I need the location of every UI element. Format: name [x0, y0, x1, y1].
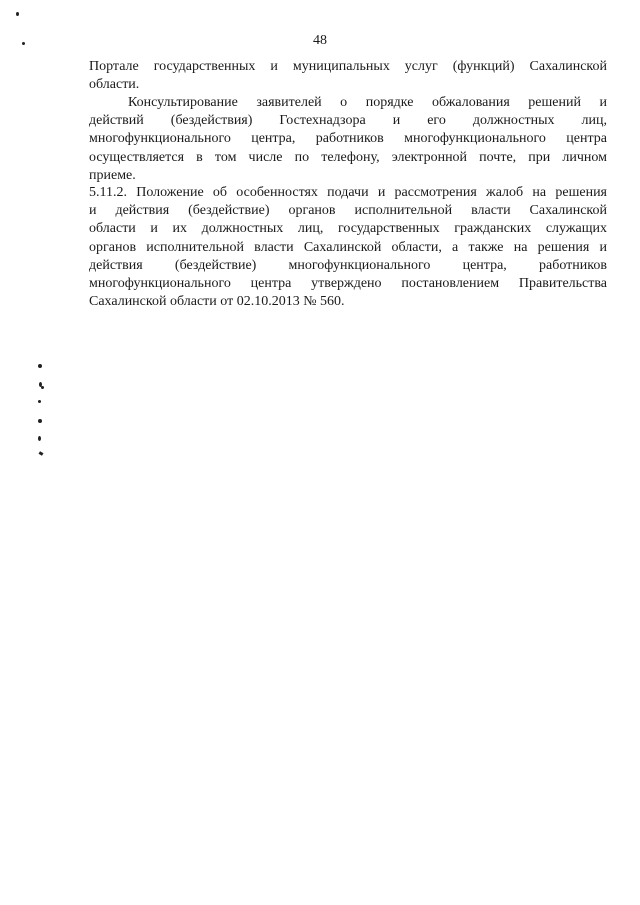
scan-speck: [38, 419, 42, 423]
scan-speck: [39, 451, 44, 456]
paragraph-section-5-11-2: [89, 184, 607, 311]
paragraph-consultation: [89, 94, 607, 185]
scan-speck: [38, 436, 41, 441]
text-line: Сахалинской области от 02.10.2013 № 560.: [89, 294, 345, 310]
text-line: многофункционального центра, работников многофункционального центра: [89, 131, 607, 147]
text-line: действий (бездействия) Гостехнадзора и его должностных лиц,: [89, 113, 607, 129]
scan-speck: [41, 386, 44, 389]
scan-speck: [38, 364, 42, 368]
text-line: многофункционального центра утверждено постановлением Правительства: [89, 276, 607, 292]
text-line: Консультирование заявителей о порядке обжалования решений и: [128, 95, 607, 110]
page-number: 48: [313, 33, 327, 48]
text-line: Портале государственных и муниципальных услуг (функций) Сахалинской: [89, 59, 607, 74]
text-line: и действия (бездействие) органов исполнительной власти Сахалинской: [89, 203, 607, 219]
scan-speck: [16, 12, 19, 16]
text-line: области.: [89, 77, 140, 93]
scan-speck: [38, 400, 41, 403]
scan-speck: [22, 42, 25, 45]
text-line: 5.11.2. Положение об особенностях подачи и рассмотрения жалоб на решения: [89, 185, 607, 200]
text-line: осуществляется в том числе по телефону, электронной почте, при личном: [89, 149, 607, 165]
text-line: приеме.: [89, 167, 136, 183]
text-line: действия (бездействие) многофункционального центра, работников: [89, 257, 607, 273]
text-line: области и их должностных лиц, государственных гражданских служащих: [89, 221, 607, 237]
paragraph-portal-continuation: [89, 58, 607, 94]
text-line: органов исполнительной власти Сахалинской области, а также на решения и: [89, 239, 607, 255]
